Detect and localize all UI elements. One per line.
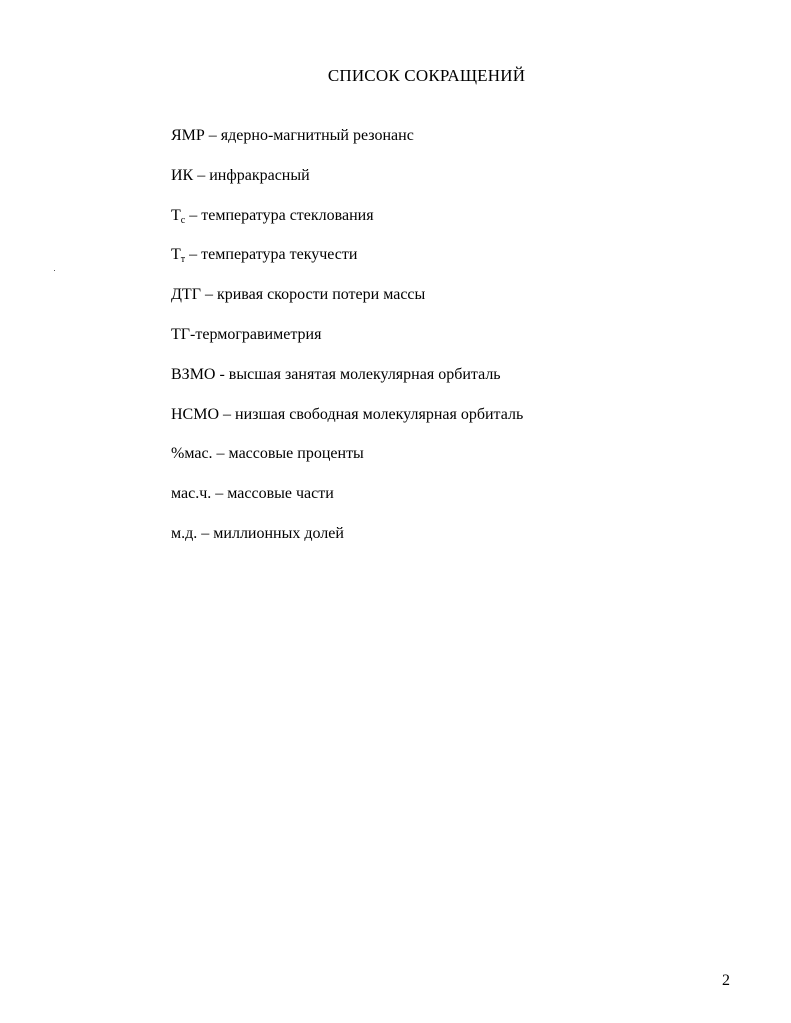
- abbreviation-definition: температура текучести: [201, 246, 358, 264]
- abbreviation-term: T: [171, 246, 181, 264]
- abbreviation-separator: –: [212, 445, 229, 463]
- abbreviation-definition: термогравиметрия: [195, 325, 322, 343]
- abbreviation-separator: –: [185, 206, 202, 224]
- abbreviation-item: [171, 166, 523, 206]
- abbreviation-separator: –: [211, 485, 228, 503]
- abbreviation-item: [171, 245, 523, 285]
- abbreviation-term: мас.ч.: [171, 485, 212, 503]
- abbreviation-subscript: т: [180, 254, 186, 266]
- abbreviation-separator: –: [193, 166, 210, 184]
- abbreviation-separator: –: [185, 246, 202, 264]
- abbreviation-item: [171, 365, 523, 405]
- scan-speck: [54, 270, 55, 271]
- abbreviation-separator: –: [197, 524, 214, 542]
- abbreviation-definition: инфракрасный: [209, 166, 310, 184]
- abbreviation-definition: низшая свободная молекулярная орбиталь: [235, 405, 524, 423]
- abbreviation-term: ВЗМО: [171, 365, 216, 383]
- abbreviation-separator: –: [219, 405, 236, 423]
- page-title: СПИСОК СОКРАЩЕНИЙ: [327, 66, 526, 85]
- abbreviation-definition: ядерно-магнитный резонанс: [220, 127, 414, 144]
- page-number: 2: [722, 972, 730, 989]
- abbreviation-item: [171, 126, 523, 166]
- abbreviation-term: T: [171, 206, 181, 224]
- abbreviation-definition: высшая занятая молекулярная орбиталь: [228, 365, 501, 383]
- abbreviation-separator: -: [215, 365, 229, 383]
- abbreviation-definition: массовые части: [227, 485, 334, 503]
- abbreviation-term: ДТГ: [171, 286, 201, 304]
- abbreviation-item: [171, 206, 523, 246]
- abbreviation-term: м.д.: [171, 524, 198, 542]
- abbreviation-item: [171, 325, 523, 365]
- abbreviation-definition: миллионных долей: [213, 524, 344, 542]
- abbreviation-item: [171, 524, 523, 564]
- abbreviation-definition: температура стеклования: [201, 206, 374, 224]
- abbreviation-item: [171, 484, 523, 524]
- abbreviation-item: [171, 444, 523, 484]
- abbreviation-subscript: c: [180, 214, 186, 226]
- abbreviation-term: ИК: [171, 166, 194, 184]
- abbreviation-term: ТГ: [171, 325, 191, 343]
- abbreviation-list: [171, 126, 523, 564]
- abbreviation-item: [171, 285, 523, 325]
- abbreviation-separator: –: [204, 127, 221, 144]
- abbreviation-item: [171, 405, 523, 445]
- abbreviation-separator: -: [190, 325, 196, 343]
- abbreviation-definition: массовые проценты: [228, 445, 364, 463]
- abbreviation-term: ЯМР: [171, 127, 205, 144]
- abbreviation-term: НСМО: [171, 405, 220, 423]
- abbreviation-term: %мас.: [171, 445, 213, 463]
- abbreviation-definition: кривая скорости потери массы: [216, 286, 426, 304]
- abbreviation-separator: –: [200, 286, 217, 304]
